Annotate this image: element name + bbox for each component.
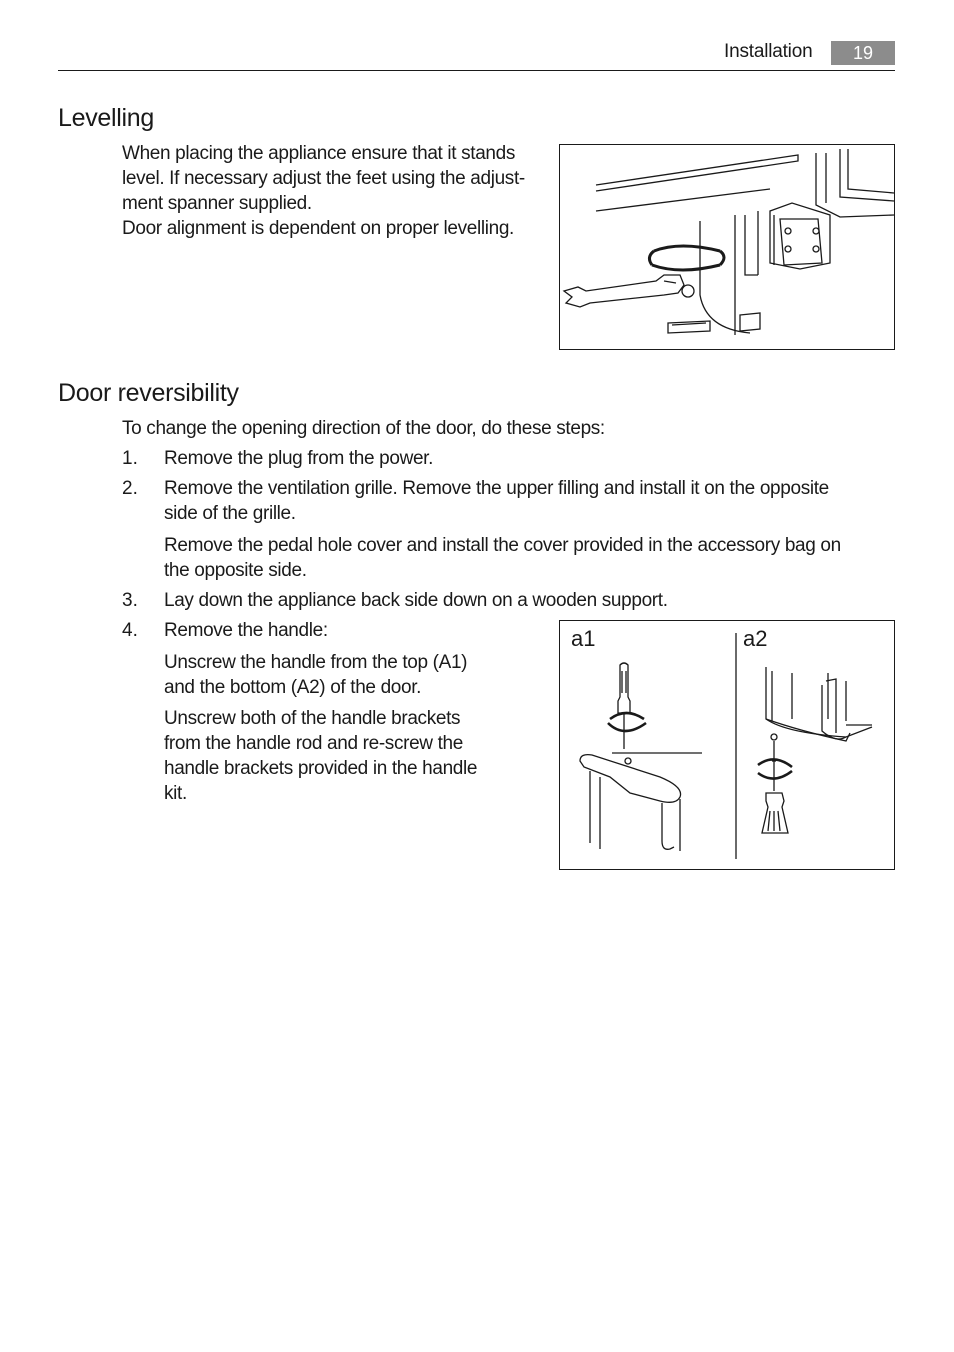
header-section-title: Installation [724, 41, 813, 62]
step-number: 3. [122, 590, 138, 611]
step-number: 2. [122, 478, 138, 499]
step-subtext: Unscrew both of the handle brackets [164, 708, 461, 729]
figure-label-a2: a2 [743, 626, 768, 651]
step-subtext: Remove the pedal hole cover and install the cover provided in the accessory bag on [164, 535, 841, 556]
step-number: 4. [122, 620, 138, 641]
door-reversibility-intro: To change the opening direction of the door, do these steps: [122, 418, 605, 439]
step-subtext: and the bottom (A2) of the door. [164, 677, 422, 698]
handle-removal-figure [559, 620, 895, 870]
levelling-figure [559, 144, 895, 350]
step-subtext: the opposite side. [164, 560, 307, 581]
page-number: 19 [831, 41, 895, 65]
levelling-text-line: level. If necessary adjust the feet using the adjust- [122, 168, 525, 189]
screwdriver-handle-illustration-icon [560, 621, 894, 869]
levelling-text-line: Door alignment is dependent on proper levelling. [122, 218, 514, 239]
step-subtext: Unscrew the handle from the top (A1) [164, 652, 468, 673]
step-text: side of the grille. [164, 503, 296, 524]
step-subtext: from the handle rod and re-screw the [164, 733, 463, 754]
levelling-text-line: ment spanner supplied. [122, 193, 312, 214]
step-number: 1. [122, 448, 138, 469]
step-text: Remove the ventilation grille. Remove the upper filling and install it on the opposite [164, 478, 829, 499]
spanner-foot-illustration-icon [560, 145, 894, 349]
door-reversibility-heading: Door reversibility [58, 379, 239, 407]
step-subtext: handle brackets provided in the handle [164, 758, 478, 779]
figure-label-a1: a1 [571, 626, 596, 651]
step-text: Remove the handle: [164, 620, 328, 641]
step-text: Lay down the appliance back side down on a wooden support. [164, 590, 668, 611]
levelling-text-line: When placing the appliance ensure that it stands [122, 143, 516, 164]
step-text: Remove the plug from the power. [164, 448, 434, 469]
levelling-heading: Levelling [58, 104, 154, 132]
header-divider [58, 70, 895, 71]
step-subtext: kit. [164, 783, 187, 804]
